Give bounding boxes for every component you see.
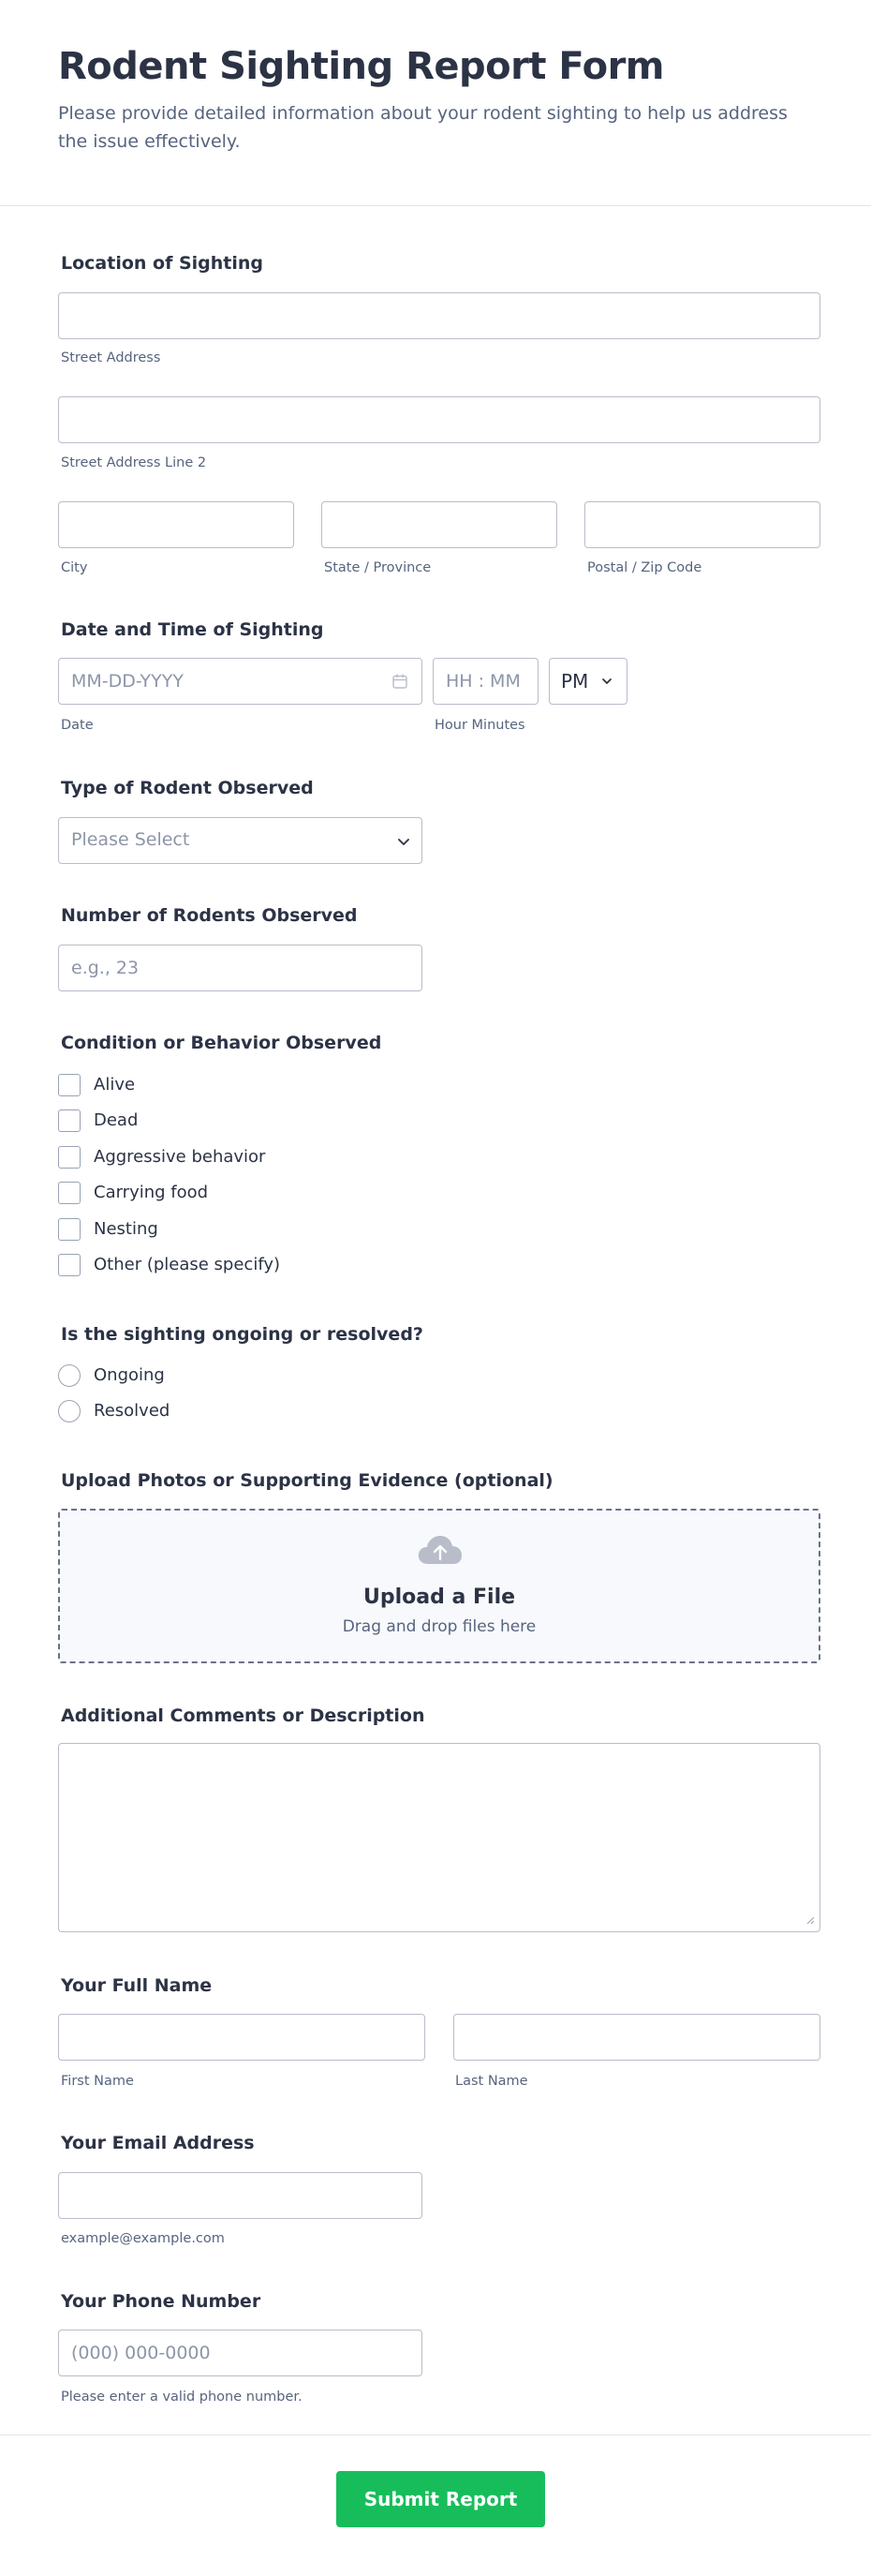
checkbox-label: Alive [94,1075,136,1094]
form-description: Please provide detailed information about your rodent sighting to help us address the issue effectively. [58,103,788,152]
checkbox-label: Other (please specify) [94,1255,281,1274]
cloud-upload-icon [416,1533,465,1567]
radio-ongoing[interactable] [58,1364,81,1387]
rodent-count-input[interactable] [58,945,422,991]
checkbox-aggressive[interactable] [58,1146,81,1169]
state-input[interactable] [321,501,557,548]
checkbox-dead[interactable] [58,1109,81,1132]
upload-subtitle: Drag and drop files here [342,1617,537,1636]
phone-sublabel: Please enter a valid phone number. [61,2390,303,2405]
condition-label: Condition or Behavior Observed [61,1033,382,1053]
last-name-sublabel: Last Name [455,2074,528,2089]
comments-label: Additional Comments or Description [61,1705,425,1726]
email-sublabel: example@example.com [61,2231,225,2246]
checkbox-label: Dead [94,1110,139,1130]
phone-input[interactable] [58,2330,422,2376]
time-input[interactable] [433,658,539,705]
street-address-line2-sublabel: Street Address Line 2 [61,455,207,470]
phone-label: Your Phone Number [61,2291,261,2312]
upload-title: Upload a File [362,1586,516,1609]
form-title: Rodent Sighting Report Form [58,45,664,88]
city-sublabel: City [61,560,88,575]
checkbox-alive[interactable] [58,1074,81,1096]
state-sublabel: State / Province [324,560,432,575]
checkbox-nesting[interactable] [58,1218,81,1241]
rodent-type-label: Type of Rodent Observed [61,778,314,798]
zip-sublabel: Postal / Zip Code [587,560,702,575]
checkbox-label: Carrying food [94,1183,209,1202]
radio-label: Ongoing [94,1365,165,1385]
zip-input[interactable] [584,501,820,548]
street-address-input[interactable] [58,292,820,339]
street-address-line2-input[interactable] [58,396,820,443]
radio-label: Resolved [94,1401,170,1421]
chevron-down-icon [396,834,411,849]
status-label: Is the sighting ongoing or resolved? [61,1324,423,1345]
checkbox-label: Nesting [94,1219,158,1239]
ampm-value: PM [561,670,589,692]
time-sublabel: Hour Minutes [435,718,525,733]
rodent-type-placeholder: Please Select [71,829,190,850]
first-name-input[interactable] [58,2014,425,2061]
email-input[interactable] [58,2172,422,2219]
rodent-count-label: Number of Rodents Observed [61,905,358,926]
location-label: Location of Sighting [61,253,264,274]
form-header [0,0,871,206]
email-label: Your Email Address [61,2133,255,2153]
checkbox-other[interactable] [58,1254,81,1276]
street-address-sublabel: Street Address [61,350,161,365]
comments-textarea[interactable] [58,1743,820,1932]
radio-resolved[interactable] [58,1400,81,1422]
upload-label: Upload Photos or Supporting Evidence (optional) [61,1470,554,1491]
name-label: Your Full Name [61,1975,213,1996]
first-name-sublabel: First Name [61,2074,134,2089]
calendar-icon[interactable] [391,673,408,690]
checkbox-carrying-food[interactable] [58,1182,81,1204]
submit-button[interactable]: Submit Report [336,2471,545,2527]
chevron-down-icon [600,675,613,688]
city-input[interactable] [58,501,294,548]
date-sublabel: Date [61,718,94,733]
checkbox-label: Aggressive behavior [94,1147,266,1167]
resize-grip-icon[interactable] [805,1915,815,1925]
last-name-input[interactable] [453,2014,820,2061]
date-input[interactable] [58,658,422,705]
datetime-label: Date and Time of Sighting [61,619,324,640]
